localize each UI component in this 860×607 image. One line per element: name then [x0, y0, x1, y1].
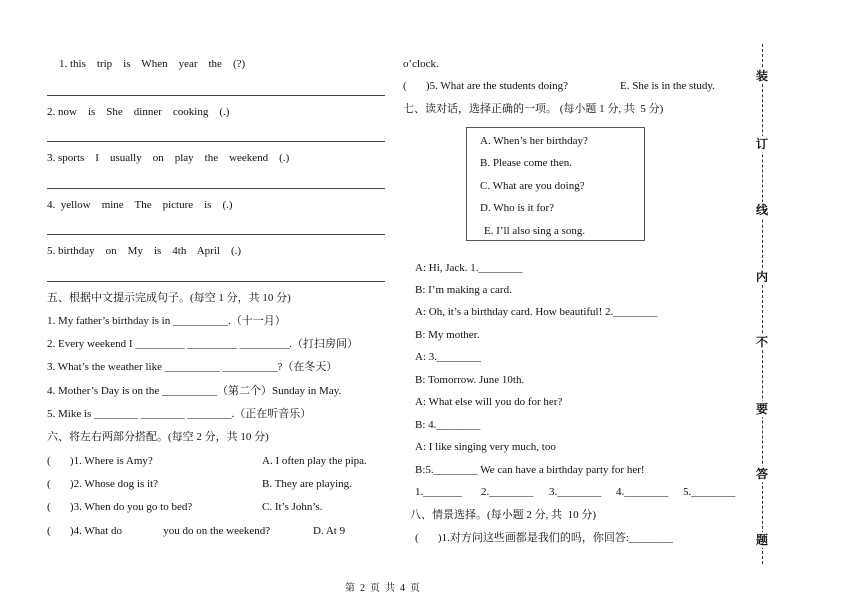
binding-char-8: 题 [755, 533, 768, 547]
binding-char-2: 订 [755, 137, 768, 151]
match-question-3: ( )3. When do you go to bed? [47, 501, 193, 513]
binding-char-5: 不 [755, 335, 768, 349]
match-question-5: ( )5. What are the students doing? [403, 80, 569, 92]
section8-title: 八、情景选择。(每小题 2 分, 共 10 分) [410, 509, 597, 521]
scramble-item-2: 2. now is She dinner cooking (.) [47, 106, 230, 118]
match-answer-c: C. It’s John’s. [262, 501, 323, 513]
match-answer-b: B. They are playing. [262, 478, 352, 490]
answer-blank-5[interactable]: 5.________ [683, 486, 736, 498]
option-b: B. Please come then. [480, 157, 572, 169]
scramble-item-3: 3. sports I usually on play the weekend (.) [47, 152, 290, 164]
binding-char-1: 装 [755, 69, 768, 83]
answer-blank-1[interactable]: 1._______ [415, 486, 462, 498]
match-answer-e: E. She is in the study. [620, 80, 715, 92]
binding-char-3: 线 [755, 203, 768, 217]
scramble-item-4: 4. yellow mine The picture is (.) [47, 199, 233, 211]
answer-blank-2[interactable]: 2.________ [481, 486, 534, 498]
section7-title: 七、读对话，选择正确的一项。 (每小题 1 分, 共 5 分) [403, 103, 664, 115]
dialog-line-6: B: Tomorrow. June 10th. [415, 374, 525, 386]
answer-line-2[interactable] [47, 141, 385, 142]
section5-item-5: 5. Mike is ________ ________ ________.（正在听音乐） [47, 408, 312, 420]
binding-line [762, 44, 763, 564]
section6-title: 六、将左右两部分搭配。(每空 2 分，共 10 分) [47, 431, 269, 443]
answer-line-1[interactable] [47, 95, 385, 96]
option-d: D. Who is it for? [480, 202, 555, 214]
answer-line-4[interactable] [47, 234, 385, 235]
dialog-line-5: A: 3.________ [415, 351, 481, 363]
scramble-item-5: 5. birthday on My is 4th April (.) [47, 245, 242, 257]
binding-char-7: 答 [755, 467, 768, 481]
answer-line-3[interactable] [47, 188, 385, 189]
dialog-line-4: B: My mother. [415, 329, 480, 341]
answer-blank-4[interactable]: 4.________ [616, 486, 669, 498]
option-c: C. What are you doing? [480, 180, 585, 192]
continuation-oclock: o’clock. [403, 58, 439, 70]
match-question-2: ( )2. Whose dog is it? [47, 478, 159, 490]
section8-item-1: ( )1.对方问这些画都是我们的吗，你回答:________ [415, 532, 673, 544]
scramble-item-1: 1. this trip is When year the (?) [59, 58, 246, 70]
dialog-line-2: B: I’m making a card. [415, 284, 512, 296]
option-e: E. I’ll also sing a song. [484, 225, 586, 237]
page-footer: 第 2 页 共 4 页 [345, 583, 420, 594]
section5-title: 五、根据中文提示完成句子。(每空 1 分，共 10 分) [47, 292, 291, 304]
match-question-1: ( )1. Where is Amy? [47, 455, 153, 467]
section5-item-4: 4. Mother’s Day is on the __________（第二个）Sunday in May. [47, 385, 342, 397]
option-a: A. When’s her birthday? [480, 135, 588, 147]
section5-item-3: 3. What’s the weather like __________ __________?（在冬天） [47, 361, 338, 373]
binding-char-4: 内 [755, 270, 768, 284]
dialog-line-3: A: Oh, it’s a birthday card. How beautiful! 2.________ [415, 306, 658, 318]
match-answer-d: D. At 9 [313, 525, 346, 537]
match-question-4: ( )4. What do you do on the weekend? [47, 525, 271, 537]
answer-line-5[interactable] [47, 281, 385, 282]
match-answer-a: A. I often play the pipa. [262, 455, 367, 467]
section5-item-1: 1. My father’s birthday is in __________.（十一月） [47, 315, 286, 327]
dialog-line-7: A: What else will you do for her? [415, 396, 563, 408]
dialog-line-1: A: Hi, Jack. 1.________ [415, 262, 523, 274]
binding-char-6: 要 [755, 402, 768, 416]
section5-item-2: 2. Every weekend I _________ _________ _________.（打扫房间） [47, 338, 359, 350]
answer-blank-3[interactable]: 3.________ [549, 486, 602, 498]
dialog-line-8: B: 4.________ [415, 419, 481, 431]
dialog-line-9: A: I like singing very much, too [415, 441, 556, 453]
dialog-line-10: B:5.________ We can have a birthday party for her! [415, 464, 645, 476]
